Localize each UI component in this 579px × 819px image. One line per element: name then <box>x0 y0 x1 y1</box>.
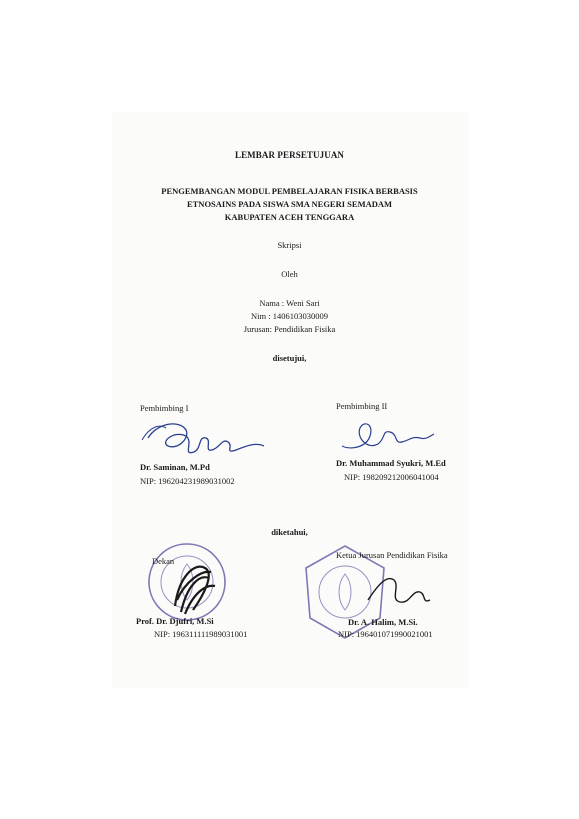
dean-nip: NIP: 196311111989031001 <box>154 629 248 639</box>
supervisor2-role: Pembimbing II <box>336 401 388 411</box>
document-type: Skripsi <box>277 240 302 250</box>
dean-name: Prof. Dr. Djufri, M.Si <box>136 616 214 626</box>
signature-supervisor2 <box>336 416 436 458</box>
by-label: Oleh <box>281 269 298 279</box>
title-line-3: KABUPATEN ACEH TENGGARA <box>224 212 355 222</box>
signature-supervisor1 <box>138 416 268 460</box>
title-line-2: ETNOSAINS PADA SISWA SMA NEGERI SEMADAM <box>186 199 393 209</box>
head-name: Dr. A. Halim, M.Si. <box>348 617 418 627</box>
head-nip: NIP: 196401071990021001 <box>338 629 433 639</box>
student-name: Nama : Weni Sari <box>259 298 320 308</box>
acknowledged-label: diketahui, <box>271 527 308 537</box>
signature-head <box>360 560 440 616</box>
supervisor1-name: Dr. Saminan, M.Pd <box>140 462 210 472</box>
approved-label: disetujui, <box>272 353 307 363</box>
title-line-1: PENGEMBANGAN MODUL PEMBELAJARAN FISIKA BERBASIS <box>161 186 418 196</box>
dean-role: Dekan <box>152 556 175 566</box>
supervisor1-nip: NIP: 196204231989031002 <box>140 476 235 486</box>
head-role: Ketua Jurusan Pendidikan Fisika <box>336 550 448 560</box>
document-heading: LEMBAR PERSETUJUAN <box>234 150 345 160</box>
supervisor2-nip: NIP: 198209212006041004 <box>344 472 439 482</box>
student-major: Jurusan: Pendidikan Fisika <box>243 324 336 334</box>
student-nim: Nim : 1406103030009 <box>251 311 328 321</box>
supervisor2-name: Dr. Muhammad Syukri, M.Ed <box>336 458 446 468</box>
supervisor1-role: Pembimbing I <box>140 403 189 413</box>
